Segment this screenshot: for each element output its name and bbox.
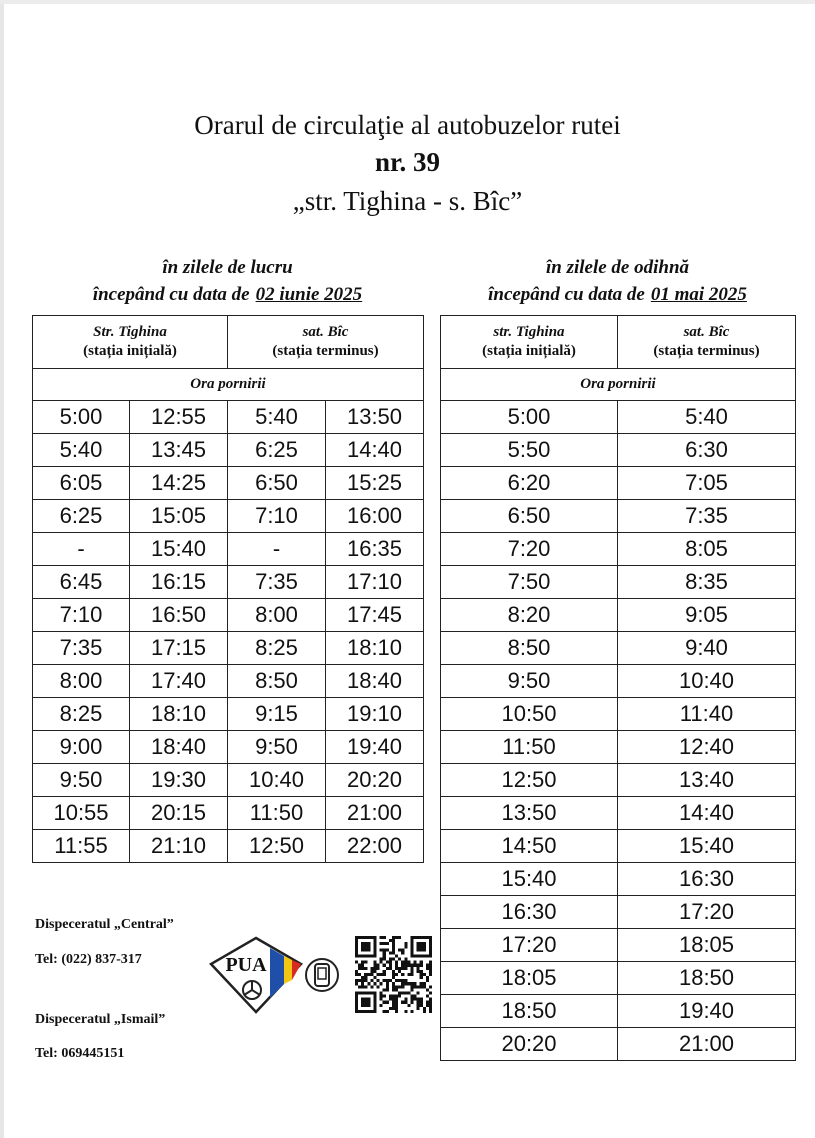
- time-cell: 10:50: [441, 698, 618, 731]
- time-cell: 7:35: [618, 500, 796, 533]
- table-row: [33, 764, 424, 797]
- time-cell: 16:50: [130, 599, 228, 632]
- time-cell: 18:40: [326, 665, 424, 698]
- table-row: [33, 731, 424, 764]
- table-row: [33, 467, 424, 500]
- weekends-col-origin: [441, 316, 618, 369]
- weekends-since-date: 01 mai 2025: [650, 284, 747, 305]
- time-cell: 5:00: [441, 401, 618, 434]
- schedule-title: Orarul de circulaţie al autobuzelor rutei: [194, 110, 621, 140]
- table-row: [441, 434, 796, 467]
- time-cell: 5:40: [228, 401, 326, 434]
- time-cell: 20:20: [326, 764, 424, 797]
- time-cell: 9:50: [33, 764, 130, 797]
- table-row: [441, 401, 796, 434]
- time-cell: 21:00: [618, 1028, 796, 1061]
- time-cell: 12:50: [228, 830, 326, 863]
- time-cell: 17:40: [130, 665, 228, 698]
- time-cell: 11:50: [441, 731, 618, 764]
- time-cell: 15:25: [326, 467, 424, 500]
- time-cell: 19:40: [326, 731, 424, 764]
- weekdays-since-date: 02 iunie 2025: [255, 284, 363, 305]
- table-row: [441, 467, 796, 500]
- time-cell: 13:40: [618, 764, 796, 797]
- time-cell: 7:35: [33, 632, 130, 665]
- time-cell: 6:25: [33, 500, 130, 533]
- time-cell: 7:50: [441, 566, 618, 599]
- weekdays-since: [30, 281, 425, 308]
- table-row: [33, 797, 424, 830]
- dispatch-ismail-phone: Tel: 069445151: [35, 1046, 125, 1061]
- time-cell: 10:40: [228, 764, 326, 797]
- time-cell: 11:50: [228, 797, 326, 830]
- qr-code-icon: [355, 936, 432, 1013]
- weekends-col-terminus: [618, 316, 796, 369]
- time-cell: 18:10: [326, 632, 424, 665]
- time-cell: 22:00: [326, 830, 424, 863]
- time-cell: 8:05: [618, 533, 796, 566]
- time-cell: 7:05: [618, 467, 796, 500]
- time-cell: 6:30: [618, 434, 796, 467]
- time-cell: 7:10: [33, 599, 130, 632]
- flag-yellow: [284, 956, 292, 984]
- table-row: [33, 599, 424, 632]
- weekends-heading: [440, 254, 795, 308]
- weekends-heading-text: în zilele de odihnă: [545, 257, 690, 278]
- route-number: nr. 39: [374, 147, 441, 177]
- time-cell: 14:50: [441, 830, 618, 863]
- table-row: [33, 401, 424, 434]
- time-cell: 15:40: [441, 863, 618, 896]
- time-cell: 5:00: [33, 401, 130, 434]
- weekdays-col-terminus: [228, 316, 424, 369]
- table-row: [33, 533, 424, 566]
- time-cell: 9:15: [228, 698, 326, 731]
- weekends-since-label: începând cu data de: [488, 284, 645, 305]
- terminus-stop-note: (stația terminus): [272, 343, 379, 359]
- time-cell: 17:20: [441, 929, 618, 962]
- origin-stop-name: Str. Tighina: [93, 324, 167, 340]
- time-cell: 16:15: [130, 566, 228, 599]
- time-cell: 7:10: [228, 500, 326, 533]
- table-row: [441, 863, 796, 896]
- time-cell: 6:50: [441, 500, 618, 533]
- dispatch-ismail-label: Dispeceratul „Ismail”: [35, 1012, 166, 1027]
- time-cell: 17:45: [326, 599, 424, 632]
- table-row: [441, 632, 796, 665]
- weekends-timetable: [440, 315, 796, 1061]
- time-cell: 16:30: [441, 896, 618, 929]
- weekends-since: [440, 281, 795, 308]
- table-row: [441, 797, 796, 830]
- table-row: [441, 929, 796, 962]
- time-cell: 6:20: [441, 467, 618, 500]
- time-cell: 11:55: [33, 830, 130, 863]
- terminus-stop-name: sat. Bîc: [302, 324, 349, 340]
- time-cell: 8:50: [441, 632, 618, 665]
- table-row: [33, 434, 424, 467]
- origin-stop-note: (stația inițială): [83, 343, 177, 359]
- time-cell: 6:05: [33, 467, 130, 500]
- time-cell: 9:05: [618, 599, 796, 632]
- time-cell: 5:40: [33, 434, 130, 467]
- time-cell: 17:20: [618, 896, 796, 929]
- time-cell: 10:55: [33, 797, 130, 830]
- table-row: [441, 698, 796, 731]
- time-cell: 5:40: [618, 401, 796, 434]
- table-row: [441, 533, 796, 566]
- table-row: [441, 500, 796, 533]
- time-cell: 9:40: [618, 632, 796, 665]
- weekdays-heading: [30, 254, 425, 308]
- time-cell: 21:10: [130, 830, 228, 863]
- weekdays-timetable: [32, 315, 424, 863]
- time-cell: 13:50: [441, 797, 618, 830]
- time-cell: 18:50: [441, 995, 618, 1028]
- time-cell: 21:00: [326, 797, 424, 830]
- time-cell: 19:10: [326, 698, 424, 731]
- flag-blue: [270, 948, 284, 998]
- time-cell: 10:40: [618, 665, 796, 698]
- table-row: [33, 665, 424, 698]
- table-row: [441, 764, 796, 797]
- origin-stop-note: (stația inițială): [482, 343, 576, 359]
- time-cell: 8:35: [618, 566, 796, 599]
- time-cell: 8:00: [33, 665, 130, 698]
- time-cell: 14:40: [326, 434, 424, 467]
- weekdays-heading-text: în zilele de lucru: [162, 257, 293, 278]
- time-cell: 18:05: [441, 962, 618, 995]
- time-cell: 9:00: [33, 731, 130, 764]
- time-cell: 18:50: [618, 962, 796, 995]
- time-cell: 15:40: [618, 830, 796, 863]
- terminus-stop-name: sat. Bîc: [683, 324, 730, 340]
- route-name: „str. Tighina - s. Bîc”: [292, 186, 523, 216]
- time-cell: 9:50: [228, 731, 326, 764]
- weekdays-departure-label: Ora pornirii: [33, 369, 424, 401]
- dispatch-central-label: Dispeceratul „Central”: [35, 917, 174, 932]
- time-cell: 12:40: [618, 731, 796, 764]
- time-cell: 16:00: [326, 500, 424, 533]
- page-edge-top: [0, 0, 815, 4]
- time-cell: 12:55: [130, 401, 228, 434]
- table-row: [441, 665, 796, 698]
- table-row: [33, 830, 424, 863]
- time-cell: 18:10: [130, 698, 228, 731]
- table-row: [441, 731, 796, 764]
- time-cell: 8:00: [228, 599, 326, 632]
- origin-stop-name: str. Tighina: [493, 324, 565, 340]
- table-row: [441, 599, 796, 632]
- time-cell: 14:25: [130, 467, 228, 500]
- time-cell: 6:45: [33, 566, 130, 599]
- time-cell: 12:50: [441, 764, 618, 797]
- time-cell: 7:20: [441, 533, 618, 566]
- table-row: [441, 1028, 796, 1061]
- table-row: [33, 698, 424, 731]
- time-cell: 13:50: [326, 401, 424, 434]
- time-cell: 8:50: [228, 665, 326, 698]
- logo-text: PUA: [225, 954, 267, 976]
- time-cell: 7:35: [228, 566, 326, 599]
- time-cell: 20:20: [441, 1028, 618, 1061]
- time-cell: 13:45: [130, 434, 228, 467]
- time-cell: 16:30: [618, 863, 796, 896]
- weekdays-col-origin: [33, 316, 228, 369]
- dispatch-central-phone: Tel: (022) 837-317: [35, 952, 142, 967]
- time-cell: 8:20: [441, 599, 618, 632]
- time-cell: 15:40: [130, 533, 228, 566]
- table-row: [441, 830, 796, 863]
- time-cell: 6:25: [228, 434, 326, 467]
- time-cell: 14:40: [618, 797, 796, 830]
- table-row: [441, 896, 796, 929]
- time-cell: -: [228, 533, 326, 566]
- time-cell: 6:50: [228, 467, 326, 500]
- time-cell: 16:35: [326, 533, 424, 566]
- time-cell: 20:15: [130, 797, 228, 830]
- table-row: [33, 632, 424, 665]
- time-cell: 18:05: [618, 929, 796, 962]
- time-cell: 17:10: [326, 566, 424, 599]
- time-cell: -: [33, 533, 130, 566]
- table-row: [441, 566, 796, 599]
- weekends-departure-label: Ora pornirii: [441, 369, 796, 401]
- phone-icon: [304, 955, 340, 995]
- time-cell: 8:25: [33, 698, 130, 731]
- pua-logo-icon: [208, 936, 303, 1014]
- time-cell: 9:50: [441, 665, 618, 698]
- time-cell: 19:30: [130, 764, 228, 797]
- time-cell: 19:40: [618, 995, 796, 1028]
- time-cell: 11:40: [618, 698, 796, 731]
- table-row: [441, 962, 796, 995]
- time-cell: 17:15: [130, 632, 228, 665]
- time-cell: 5:50: [441, 434, 618, 467]
- time-cell: 15:05: [130, 500, 228, 533]
- table-row: [33, 566, 424, 599]
- terminus-stop-note: (stația terminus): [653, 343, 760, 359]
- table-row: [441, 995, 796, 1028]
- time-cell: 18:40: [130, 731, 228, 764]
- weekdays-since-label: începând cu data de: [92, 284, 250, 305]
- time-cell: 8:25: [228, 632, 326, 665]
- table-row: [33, 500, 424, 533]
